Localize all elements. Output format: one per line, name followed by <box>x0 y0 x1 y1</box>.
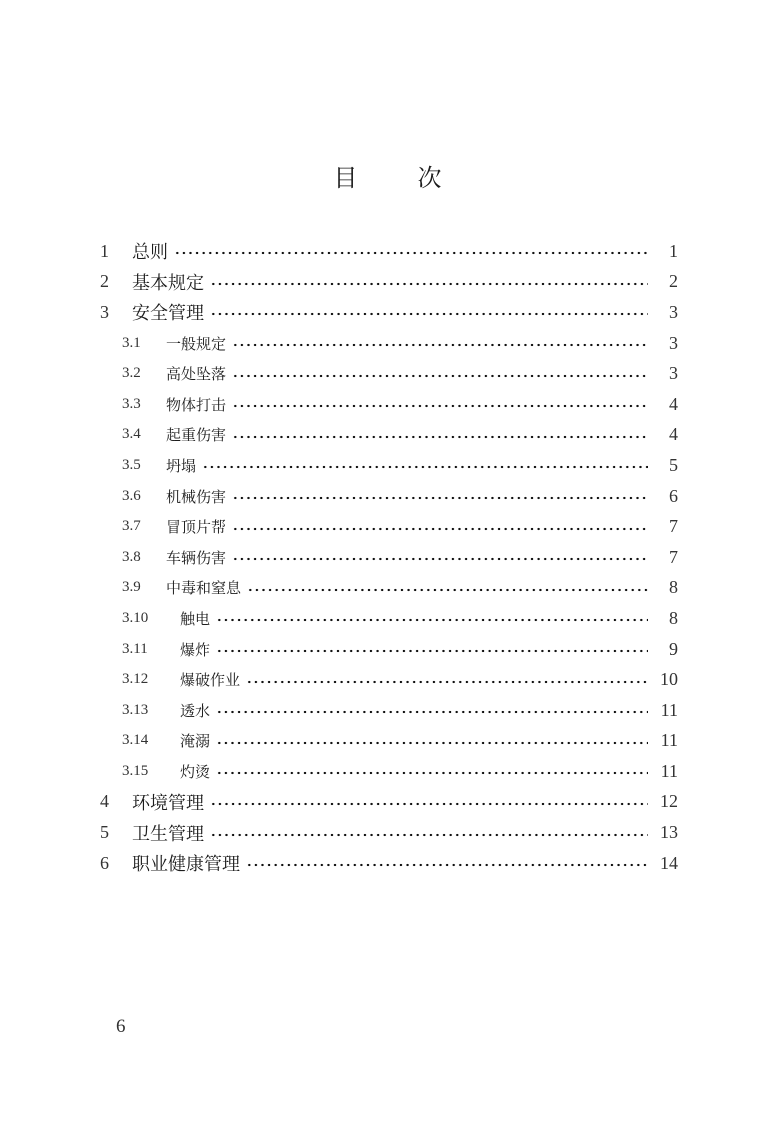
toc-entry-title: 坍塌 <box>166 456 197 475</box>
toc-entry-title: 灼烫 <box>180 762 211 781</box>
toc-entry-number: 3.13 <box>122 701 149 718</box>
page-number: 6 <box>116 1016 126 1037</box>
dot-leader <box>246 680 648 684</box>
toc-entry-title: 车辆伤害 <box>166 548 227 567</box>
toc-entry-page: 3 <box>669 332 678 353</box>
toc-entry-page: 14 <box>660 852 678 873</box>
dot-leader <box>232 527 648 531</box>
toc-entry-number: 2 <box>100 271 109 292</box>
toc-entry-title: 触电 <box>180 609 211 628</box>
toc-entry-number: 3.5 <box>122 456 141 473</box>
toc-entry-title: 物体打击 <box>166 395 227 414</box>
toc-entry-page: 10 <box>660 669 678 690</box>
page-title <box>0 158 775 193</box>
toc-entry-page: 4 <box>669 424 678 445</box>
dot-leader <box>232 435 648 439</box>
dot-leader <box>232 404 648 408</box>
toc-entry-page: 11 <box>660 760 678 781</box>
title-char-2: 次 <box>417 164 442 192</box>
dot-leader <box>246 863 648 867</box>
dot-leader <box>210 282 648 286</box>
toc-entry-title: 高处坠落 <box>166 365 227 384</box>
toc-entry-page: 2 <box>669 271 678 292</box>
toc-entry-3-11[interactable] <box>100 634 678 665</box>
toc-entry-3-9[interactable] <box>100 573 678 604</box>
toc-entry-title: 中毒和窒息 <box>166 579 242 598</box>
dot-leader <box>202 465 648 469</box>
dot-leader <box>232 496 648 500</box>
dot-leader <box>216 710 648 714</box>
toc-entry-number: 4 <box>100 791 109 812</box>
toc-entry-number: 3.14 <box>122 732 149 749</box>
toc-entry-page: 8 <box>669 607 678 628</box>
dot-leader <box>216 771 648 775</box>
toc-entry-title: 职业健康管理 <box>132 854 240 876</box>
toc-entry-number: 3.7 <box>122 518 141 535</box>
toc-entry-title: 环境管理 <box>132 792 204 814</box>
toc-entry-number: 3.10 <box>122 609 149 626</box>
toc-entry-3-2[interactable] <box>100 358 678 389</box>
toc-entry-page: 7 <box>669 546 678 567</box>
toc-entry-page: 7 <box>669 516 678 537</box>
toc-entry-3-5[interactable] <box>100 450 678 481</box>
toc-entry-number: 3.8 <box>122 548 141 565</box>
dot-leader <box>174 251 648 255</box>
toc-entry-3-10[interactable] <box>100 603 678 634</box>
toc-entry-3-1[interactable] <box>100 328 678 359</box>
toc-entry-1[interactable] <box>100 236 678 267</box>
toc-entry-number: 3.12 <box>122 671 149 688</box>
toc-entry-number: 3 <box>100 301 109 322</box>
toc-entry-page: 4 <box>669 393 678 414</box>
toc-entry-title: 起重伤害 <box>166 426 227 445</box>
dot-leader <box>216 741 648 745</box>
toc-entry-2[interactable] <box>100 267 678 298</box>
toc-entry-3-15[interactable] <box>100 756 678 787</box>
toc-entry-page: 3 <box>669 301 678 322</box>
title-char-1: 目 <box>333 164 358 192</box>
toc-entry-number: 3.6 <box>122 487 141 504</box>
toc-entry-number: 3.4 <box>122 426 141 443</box>
toc-entry-page: 8 <box>669 577 678 598</box>
toc-entry-title: 透水 <box>180 701 211 720</box>
toc-entry-page: 11 <box>660 699 678 720</box>
toc-entry-page: 3 <box>669 363 678 384</box>
toc-entry-title: 基本规定 <box>132 272 204 294</box>
toc-entry-page: 13 <box>660 822 678 843</box>
dot-leader <box>210 833 648 837</box>
toc-entry-number: 3.11 <box>122 640 148 657</box>
toc-entry-5[interactable] <box>100 817 678 848</box>
toc-entry-title: 爆炸 <box>180 640 211 659</box>
toc-entry-number: 3.15 <box>122 762 149 779</box>
toc-entry-3-14[interactable] <box>100 726 678 757</box>
dot-leader <box>210 312 648 316</box>
toc-entry-number: 5 <box>100 822 109 843</box>
dot-leader <box>210 802 648 806</box>
dot-leader <box>216 649 648 653</box>
toc-entry-3-13[interactable] <box>100 695 678 726</box>
toc-entry-page: 11 <box>660 730 678 751</box>
toc-entry-page: 5 <box>669 454 678 475</box>
toc-entry-4[interactable] <box>100 787 678 818</box>
toc-entry-3-3[interactable] <box>100 389 678 420</box>
toc-entry-3-8[interactable] <box>100 542 678 573</box>
dot-leader <box>216 618 648 622</box>
toc-entry-page: 9 <box>669 638 678 659</box>
toc-entry-title: 总则 <box>132 242 168 264</box>
toc-entry-title: 安全管理 <box>132 303 204 325</box>
toc-entry-number: 3.3 <box>122 395 141 412</box>
toc-entry-6[interactable] <box>100 848 678 879</box>
toc-entry-title: 爆破作业 <box>180 671 241 690</box>
dot-leader <box>247 588 648 592</box>
toc-entry-number: 3.2 <box>122 365 141 382</box>
toc-entry-3-4[interactable] <box>100 420 678 451</box>
toc-entry-3-7[interactable] <box>100 511 678 542</box>
toc-entry-3-6[interactable] <box>100 481 678 512</box>
toc-entry-title: 卫生管理 <box>132 823 204 845</box>
dot-leader <box>232 343 648 347</box>
toc-entry-3-12[interactable] <box>100 664 678 695</box>
toc-entry-3[interactable] <box>100 297 678 328</box>
toc-entry-title: 一般规定 <box>166 334 227 353</box>
toc-entry-title: 冒顶片帮 <box>166 518 227 537</box>
toc-entry-title: 机械伤害 <box>166 487 227 506</box>
table-of-contents <box>100 236 678 878</box>
toc-entry-number: 3.1 <box>122 334 141 351</box>
dot-leader <box>232 374 648 378</box>
toc-entry-number: 6 <box>100 852 109 873</box>
toc-entry-title: 淹溺 <box>180 732 211 751</box>
toc-entry-page: 6 <box>669 485 678 506</box>
dot-leader <box>232 557 648 561</box>
toc-entry-number: 3.9 <box>122 579 141 596</box>
toc-entry-page: 1 <box>669 240 678 261</box>
toc-entry-number: 1 <box>100 240 109 261</box>
toc-entry-page: 12 <box>660 791 678 812</box>
